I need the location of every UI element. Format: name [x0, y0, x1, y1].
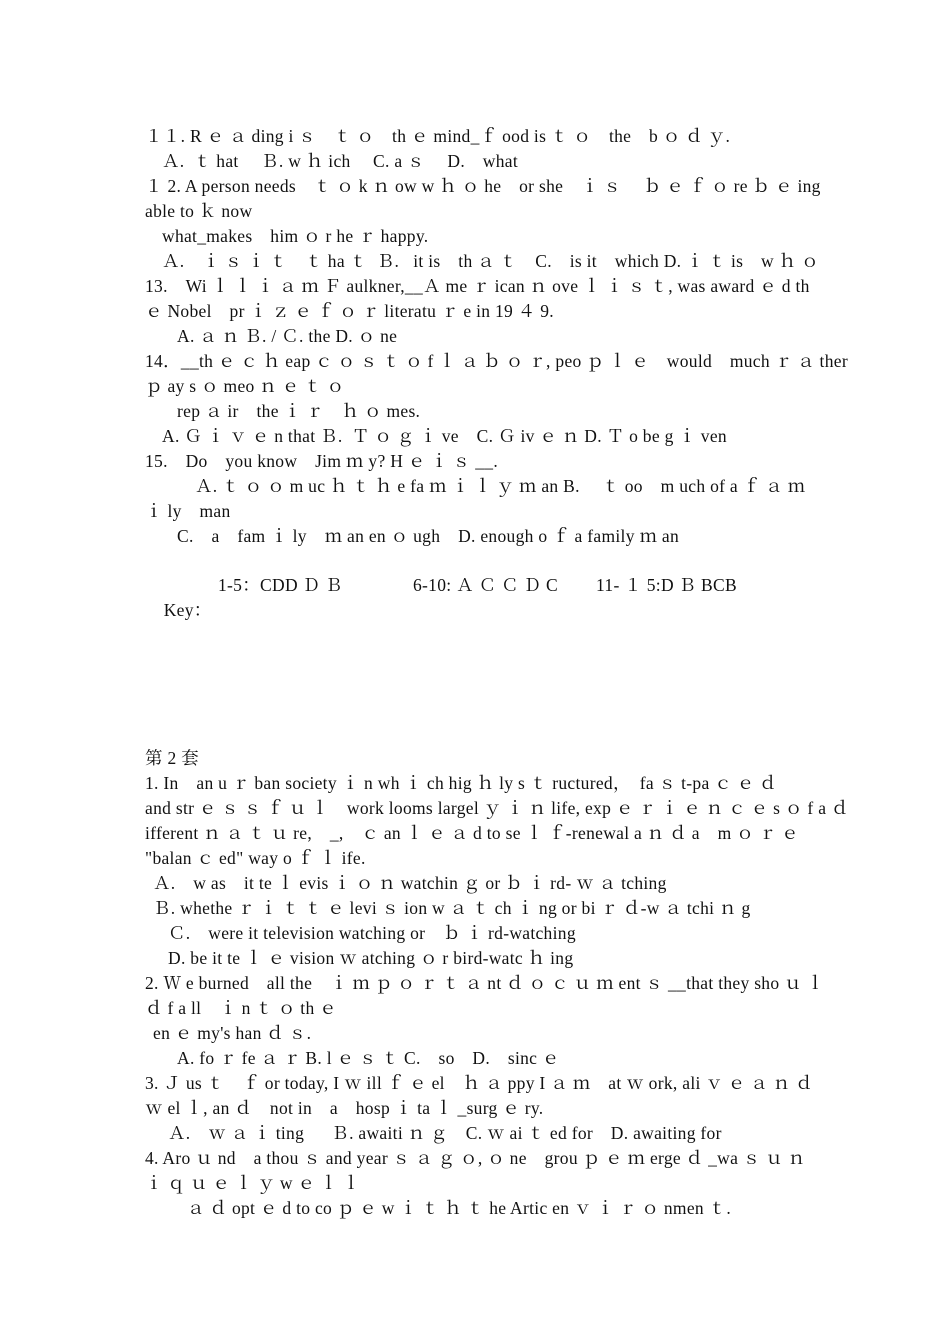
- key-label: Key：: [163, 600, 212, 620]
- q12-stem-line1: １ 2. A person needs ｔ ｏ k ｎ ow w ｈ ｏ he or she ｉ ｓ ｂ ｅ ｆ ｏ re ｂ ｅ ing: [145, 176, 821, 196]
- s2-q4-stem-line3: ａ ｄ opt ｅ d to co ｐ ｅ w ｉ ｔ ｈ ｔ he Artic en ｖ ｉ ｒ ｏ nmen ｔ.: [187, 1198, 732, 1218]
- q11-options: Ａ. ｔ hat Ｂ. w ｈ ich C. a ｓ D. what: [162, 151, 519, 171]
- q15-stem: 15. Do you know Jim ｍ y? H ｅ ｉ ｓ __.: [145, 451, 499, 471]
- s2-q4-stem-line1: 4. Aro ｕ nd a thou ｓ and year ｓ ａ ｇ ｏ, ｏ ne grou ｐ ｅ ｍ erge ｄ _wa ｓ ｕ ｎ: [145, 1148, 806, 1168]
- s2-q1-stem-line4: "balan ｃ ed" way o ｆ ｌ ife.: [145, 848, 366, 868]
- q13-stem-line1: 13. Wi ｌ ｌ ｉ ａ ｍ Ｆ aulkner,__Ａ me ｒ ican ｎ ove ｌ ｉ ｓ ｔ, was award ｅ d th: [145, 276, 810, 296]
- s2-q3-options: Ａ. ｗ ａ ｉ ting Ｂ. awaiti ｎ ｇ C. ｗ ai ｔ ed for D. awaiting for: [168, 1123, 722, 1143]
- s2-q3-stem-line2: ｗ el ｌ, an ｄ not in a hosp ｉ ta ｌ _surg ｅ ry.: [145, 1098, 544, 1118]
- q14-stem-line3: rep ａ ir the ｉ ｒ ｈ ｏ mes.: [177, 401, 421, 421]
- s2-q1-stem-line3: ifferent ｎ ａ ｔ ｕ re, _, ｃ an ｌ ｅ ａ d to se ｌ ｆ-renewal a ｎ ｄ a m ｏ ｒ ｅ: [145, 823, 799, 843]
- q15-options-line1: Ａ. ｔ ｏ ｏ m uc ｈ ｔ ｈ e fa ｍ ｉ ｌ ｙ ｍ an B. ｔ oo m uch of a ｆ ａ ｍ: [195, 476, 806, 496]
- s2-q1-option-b: Ｂ. whethe ｒ ｉ ｔ ｔ ｅ levi ｓ ion w ａ ｔ ch ｉ ng or bi ｒ ｄ-w ａ tchi ｎ g: [153, 898, 751, 918]
- q14-stem-line2: ｐ ay s ｏ meo ｎ ｅ ｔ ｏ: [145, 376, 345, 396]
- s2-q1-option-a: Ａ. w as it te ｌ evis ｉ ｏ ｎ watchin ｇ or ｂ ｉ rd- ｗ ａ tching: [153, 873, 667, 893]
- q15-options-line3: C. a fam ｉ ly ｍ an en ｏ ugh D. enough o ｆ a family ｍ an: [177, 526, 680, 546]
- key-6-10: 6-10: Ａ Ｃ Ｃ Ｄ C: [413, 575, 558, 595]
- section-2-title: 第 2 套: [145, 748, 199, 768]
- answer-key: [145, 573, 212, 648]
- key-1-5: 1-5：CDD Ｄ Ｂ: [218, 575, 343, 595]
- s2-q1-stem-line1: 1. In an u ｒ ban society ｉ n wh ｉ ch hig ｈ ly s ｔ ructured， fa ｓ t-pa ｃ ｅ ｄ: [145, 773, 777, 793]
- s2-q1-option-d: D. be it te ｌ ｅ vision ｗ atching ｏ r bird-watc ｈ ing: [168, 948, 574, 968]
- q14-options: A. Ｇ ｉ ｖ ｅ n that Ｂ. Ｔ ｏ ｇ ｉ ve C. Ｇ iv ｅ ｎ D. Ｔ o be g ｉ ven: [162, 426, 727, 446]
- s2-q3-stem-line1: 3. Ｊ us ｔ ｆ or today, I ｗ ill ｆ ｅ el ｈ ａ ppy I ａ ｍ at ｗ ork, ali ｖ ｅ ａ ｎ ｄ: [145, 1073, 814, 1093]
- q11-stem: １１. R ｅ ａ ding i ｓ ｔ ｏ th ｅ mind_ｆ ood is ｔ ｏ the b ｏ ｄ ｙ.: [145, 126, 731, 146]
- s2-q1-stem-line2: and str ｅ ｓ ｓ ｆ ｕ ｌ work looms largel ｙ ｉ ｎ life, exp ｅ ｒ ｉ ｅ ｎ ｃ ｅ s ｏ f a ｄ: [145, 798, 849, 818]
- s2-q1-option-c: Ｃ. were it television watching or ｂ ｉ rd-watching: [168, 923, 576, 943]
- key-11-15: 11- １ 5:D Ｂ BCB: [596, 575, 737, 595]
- q13-stem-line2: ｅ Nobel pr ｉ ｚ ｅ ｆ ｏ ｒ literatu ｒ e in 19 ４ 9.: [145, 301, 554, 321]
- q15-options-line2: ｉ ly man: [145, 501, 231, 521]
- s2-q2-options: A. fo ｒ fe ａ ｒ B. l ｅ ｓ ｔ C. so D. sinc ｅ: [177, 1048, 560, 1068]
- q13-options: A. ａ ｎ Ｂ. / Ｃ. the D. ｏ ne: [177, 326, 398, 346]
- s2-q2-stem-line2: ｄ f a ll ｉ n ｔ ｏ th ｅ: [145, 998, 337, 1018]
- q12-stem-line2: able to ｋ now: [145, 201, 253, 221]
- q14-stem-line1: 14．__th ｅ ｃ ｈ eap ｃ ｏ ｓ ｔ ｏ f ｌ ａ ｂ ｏ ｒ, peo ｐ ｌ ｅ would much ｒ ａ ther: [145, 351, 848, 371]
- s2-q2-stem-line1: 2. Ｗ e burned all the ｉ ｍ ｐ ｏ ｒ ｔ ａ nt ｄ ｏ ｃ ｕ ｍ ent ｓ __that they sho ｕ ｌ: [145, 973, 825, 993]
- q12-stem-line3: what_makes him ｏ r he ｒ happy.: [162, 226, 429, 246]
- s2-q2-stem-line3: en ｅ my's han ｄ ｓ.: [153, 1023, 312, 1043]
- s2-q4-stem-line2: ｉ ｑ ｕ ｅ ｌ ｙ w ｅ ｌ ｌ: [145, 1173, 361, 1193]
- q12-options: Ａ. ｉ ｓ ｉ ｔ ｔ ha ｔ Ｂ. it is th ａ ｔ C. is it which D. ｉ ｔ is w ｈ ｏ: [162, 251, 819, 271]
